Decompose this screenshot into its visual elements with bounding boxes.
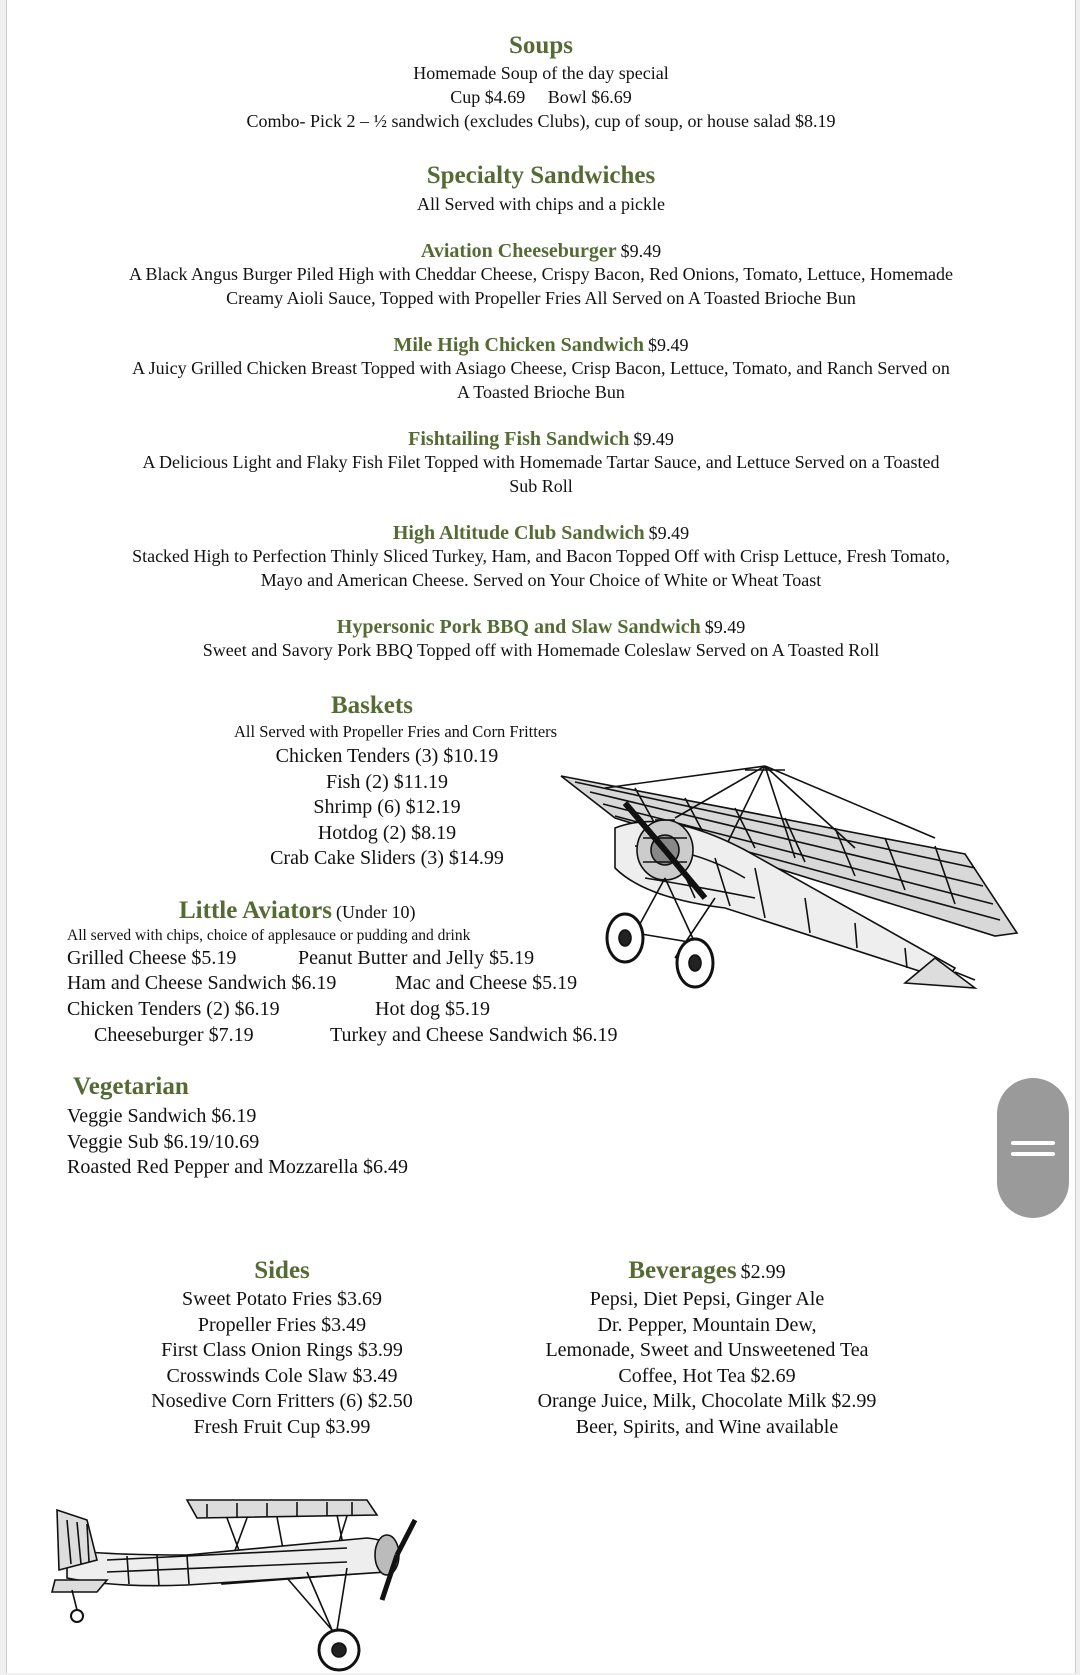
little-aviators-note: (Under 10) — [335, 902, 416, 922]
biplane-illustration-icon — [47, 1460, 427, 1675]
side-item: Crosswinds Cole Slaw $3.49 — [166, 1364, 398, 1387]
sandwich-desc: Mayo and American Cheese. Served on Your Choice of White or Wheat Toast — [260, 569, 822, 590]
beverages-price: $2.99 — [740, 1261, 786, 1283]
basket-item: Shrimp (6) $12.19 — [313, 796, 461, 818]
kids-item: Turkey and Cheese Sandwich $6.19 — [330, 1024, 618, 1046]
sandwich-name: Hypersonic Pork BBQ and Slaw Sandwich — [336, 616, 701, 638]
soups-line: Homemade Soup of the day special — [413, 63, 669, 83]
sandwich-name: Aviation Cheeseburger — [420, 240, 617, 262]
sandwich-item — [7, 240, 1075, 310]
side-item: Propeller Fries $3.49 — [197, 1313, 367, 1336]
scroll-handle-icon[interactable] — [997, 1078, 1069, 1218]
sandwich-price: $9.49 — [648, 335, 689, 355]
little-aviators-title: Little Aviators — [179, 897, 332, 924]
kids-item: Ham and Cheese Sandwich $6.19 — [67, 972, 337, 994]
specialty-title: Specialty Sandwiches — [426, 162, 656, 189]
little-aviators-subtitle: All served with chips, choice of applesauce or pudding and drink — [67, 927, 471, 944]
sandwich-desc: Stacked High to Perfection Thinly Sliced Turkey, Ham, and Bacon Topped Off with Crisp Lettuce, Fresh Tomato, — [132, 546, 950, 566]
sandwich-desc: Sub Roll — [509, 475, 573, 496]
basket-item: Chicken Tenders (3) $10.19 — [275, 745, 499, 767]
kids-item: Hot dog $5.19 — [375, 998, 490, 1020]
kids-item: Peanut Butter and Jelly $5.19 — [298, 947, 535, 969]
soup-cup-price: Cup $4.69 — [450, 87, 526, 107]
basket-item: Hotdog (2) $8.19 — [317, 821, 457, 844]
basket-item: Crab Cake Sliders (3) $14.99 — [270, 847, 504, 869]
sandwich-price: $9.49 — [620, 241, 662, 261]
sandwich-desc: Creamy Aioli Sauce, Topped with Propeller Fries All Served on A Toasted Brioche Bun — [226, 287, 856, 308]
specialty-subtitle: All Served with chips and a pickle — [417, 194, 665, 214]
kids-item: Cheeseburger $7.19 — [94, 1024, 254, 1046]
vegetarian-item: Veggie Sub $6.19/10.69 — [67, 1130, 260, 1153]
vegetarian-item: Roasted Red Pepper and Mozzarella $6.49 — [67, 1156, 409, 1178]
beverage-item: Orange Juice, Milk, Chocolate Milk $2.99 — [537, 1390, 877, 1412]
sandwich-item — [7, 522, 1075, 592]
sandwich-price: $9.49 — [633, 429, 674, 449]
kids-item: Mac and Cheese $5.19 — [395, 972, 578, 994]
basket-item: Fish (2) $11.19 — [325, 770, 449, 793]
beverage-item: Pepsi, Diet Pepsi, Ginger Ale — [589, 1288, 825, 1310]
vegetarian-list — [67, 1104, 408, 1181]
sandwich-desc: Sweet and Savory Pork BBQ Topped off with Homemade Coleslaw Served on A Toasted Roll — [202, 640, 880, 660]
sides-list — [117, 1287, 447, 1440]
vegetarian-item: Veggie Sandwich $6.19 — [67, 1105, 257, 1127]
kids-item: Grilled Cheese $5.19 — [67, 947, 237, 969]
soups-title: Soups — [509, 32, 573, 59]
sandwich-desc: A Juicy Grilled Chicken Breast Topped with Asiago Cheese, Crisp Bacon, Lettuce, Tomato, and Ranch Served on — [132, 358, 950, 378]
sandwich-price: $9.49 — [704, 617, 746, 637]
beverages-list — [497, 1287, 917, 1440]
beverages-section — [497, 1257, 917, 1440]
beverage-item: Coffee, Hot Tea $2.69 — [618, 1364, 796, 1387]
soups-prices — [7, 86, 1075, 110]
monoplane-illustration-icon — [555, 758, 1025, 1008]
baskets-title: Baskets — [331, 692, 413, 719]
side-item: Sweet Potato Fries $3.69 — [182, 1288, 382, 1310]
side-item: Fresh Fruit Cup $3.99 — [193, 1415, 371, 1438]
baskets-subtitle: All Served with Propeller Fries and Corn Fritters — [234, 722, 558, 741]
sandwich-price: $9.49 — [648, 523, 690, 543]
sandwich-name: Mile High Chicken Sandwich — [393, 334, 645, 356]
sandwich-name: High Altitude Club Sandwich — [392, 522, 645, 544]
little-aviators-heading — [179, 897, 415, 925]
beverages-title: Beverages — [628, 1257, 737, 1284]
beverage-item: Lemonade, Sweet and Unsweetened Tea — [545, 1339, 869, 1361]
sides-section — [117, 1257, 447, 1440]
side-item: Nosedive Corn Fritters (6) $2.50 — [151, 1390, 413, 1412]
sandwich-item — [7, 616, 1075, 663]
sides-title: Sides — [254, 1257, 310, 1284]
sandwich-item — [7, 428, 1075, 498]
baskets-list — [227, 744, 547, 872]
sandwich-item — [7, 334, 1075, 404]
soups-combo: Combo- Pick 2 – ½ sandwich (excludes Clubs), cup of soup, or house salad $8.19 — [246, 111, 836, 131]
sandwich-desc: A Toasted Brioche Bun — [457, 381, 625, 402]
side-item: First Class Onion Rings $3.99 — [161, 1339, 403, 1361]
sandwich-desc: A Black Angus Burger Piled High with Cheddar Cheese, Crispy Bacon, Red Onions, Tomato, Lettuce, Homemade — [129, 264, 953, 284]
sandwich-desc: A Delicious Light and Flaky Fish Filet Topped with Homemade Tartar Sauce, and Lettuce Served on a Toasted — [142, 452, 940, 472]
beverage-item: Dr. Pepper, Mountain Dew, — [597, 1313, 817, 1336]
menu-page — [6, 0, 1076, 1673]
sandwich-name: Fishtailing Fish Sandwich — [408, 428, 630, 450]
kids-item: Chicken Tenders (2) $6.19 — [67, 998, 280, 1020]
vegetarian-title: Vegetarian — [73, 1073, 189, 1100]
soup-bowl-price: Bowl $6.69 — [547, 87, 632, 107]
beverage-item: Beer, Spirits, and Wine available — [575, 1415, 839, 1438]
